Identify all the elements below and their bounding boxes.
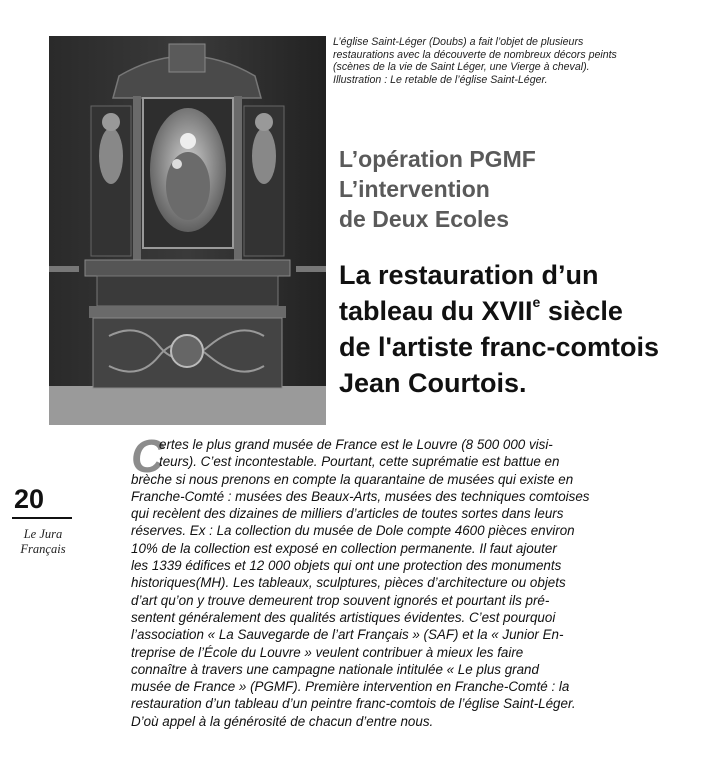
publication-line: Le Jura	[23, 527, 63, 541]
body-line: treprise de l’École du Louvre » veulent contribuer à mieux les faire	[131, 644, 524, 660]
photo-caption	[333, 36, 705, 86]
title-text: tableau du XVII	[339, 296, 533, 326]
body-line: connaître à travers une campagne nationale intitulée « Le plus grand	[131, 661, 539, 677]
body-line: les 1339 édifices et 12 000 objets qui ont une protection des monuments	[131, 558, 562, 574]
divider	[12, 517, 72, 519]
kicker-line: L’opération PGMF	[339, 146, 536, 172]
kicker-line: L’intervention	[339, 176, 490, 202]
kicker	[339, 144, 709, 234]
title-text: siècle	[540, 296, 623, 326]
kicker-line: de Deux Ecoles	[339, 206, 510, 232]
title-line	[339, 293, 711, 329]
body-line: d’art qu’on y trouve demeurent trop souvent ignorés et pourtant ils pré-	[131, 592, 550, 608]
title-superscript: e	[532, 294, 541, 310]
page-number: 20	[14, 484, 45, 514]
caption-line: L’église Saint-Léger (Doubs) a fait l’objet de plusieurs	[333, 36, 584, 48]
body-line: brèche si nous prenons en compte la quarantaine de musées qui existe en	[131, 471, 574, 487]
body-line: teurs). C’est incontestable. Pourtant, cette suprématie est battue en	[159, 454, 560, 470]
caption-line: Illustration : Le retable de l’église Saint-Léger.	[333, 73, 548, 86]
body-line: historiques(MH). Les tableaux, sculptures, pièces d’architecture ou objets	[131, 575, 566, 591]
title-line: de l'artiste franc-comtois	[339, 332, 660, 362]
article-title	[339, 257, 711, 401]
caption-line: (scènes de la vie de Saint Léger, une Vierge à cheval).	[333, 61, 590, 74]
body-line: sentent généralement des qualités artistiques évidentes. C’est pourquoi	[131, 609, 556, 625]
body-line: ertes le plus grand musée de France est le Louvre (8 500 000 visi-	[159, 437, 553, 452]
body-line: Franche-Comté : musées des Beaux-Arts, musées des techniques comtoises	[131, 488, 590, 504]
body-line: qui recèlent des dizaines de milliers d’articles de toutes sortes dans leurs	[131, 506, 564, 522]
caption-line: restaurations avec la découverte de nombreux décors peints	[333, 48, 617, 61]
publication-line: Français	[20, 542, 66, 556]
body-line: réserves. Ex : La collection du musée de Dole compte 4600 pièces environ	[131, 523, 575, 539]
publication-name	[8, 527, 78, 557]
article-body	[131, 430, 691, 730]
drop-cap: C	[131, 430, 165, 482]
body-line: l’association « La Sauvegarde de l’art Français » (SAF) et la « Junior En-	[131, 627, 564, 643]
title-line: La restauration d’un	[339, 260, 599, 290]
body-line: D’où appel à la générosité de chacun d’entre nous.	[131, 713, 434, 729]
body-line: musée de France » (PGMF). Première intervention en Franche-Comté : la	[131, 679, 570, 695]
body-line: restauration d’un tableau d’un peintre franc-comtois de l’église Saint-Léger.	[131, 696, 576, 712]
retable-photo	[49, 36, 326, 425]
body-line: 10% de la collection est exposé en collection permanente. Il faut ajouter	[131, 540, 557, 556]
title-line: Jean Courtois.	[339, 368, 527, 398]
